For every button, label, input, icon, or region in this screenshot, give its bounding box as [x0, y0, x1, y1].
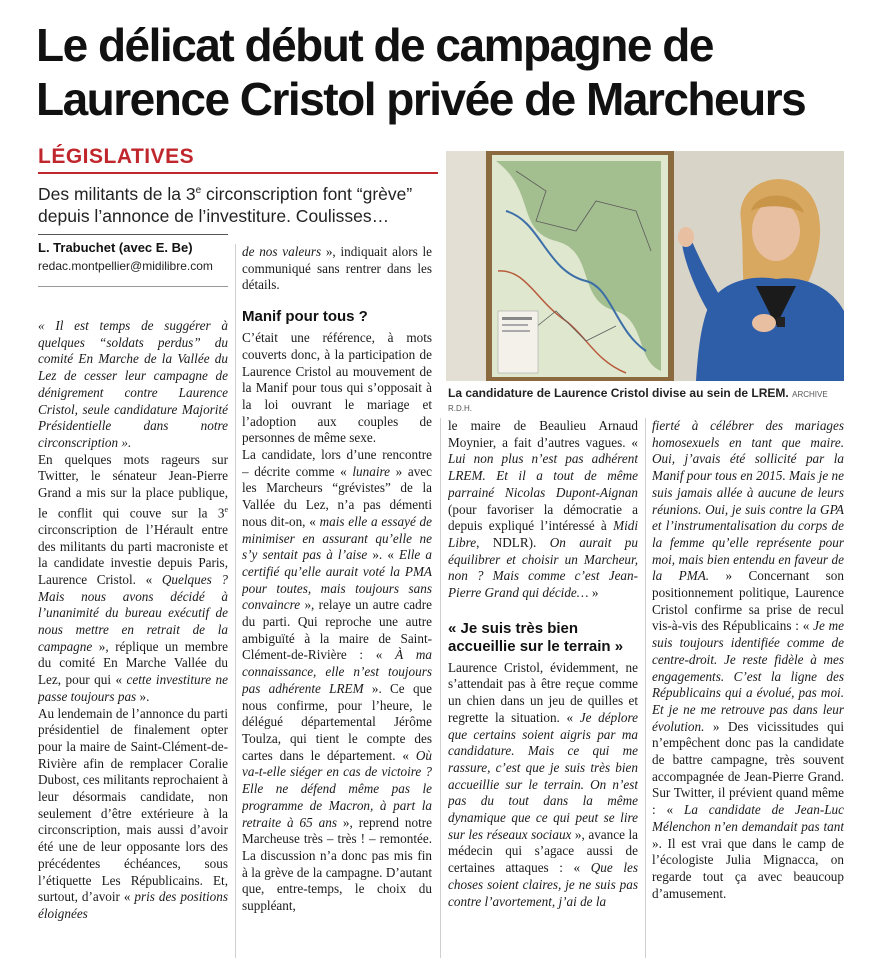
column-3-paragraph-1 [448, 418, 638, 602]
quote-text: Quelques ? Mais nous avons décidé à l’unanimité du bureau exécutif de nous mettre en retrait de la campagne [38, 571, 228, 654]
body-text: » avec les Marcheurs “grévistes” de la Vallée du Lez, n’a pas démenti nous dit-on, « [242, 463, 432, 529]
column-3-paragraph-2 [448, 660, 638, 911]
kicker-rule [38, 172, 438, 174]
photo-caption [448, 386, 848, 414]
body-text: ». Il est vrai que dans le camp de l’écologiste Julia Mignacca, on regarde tout ça avec beaucoup d’amusement. [652, 835, 844, 901]
quote-text: Où va-t-elle siéger en cas de victoire ? Elle ne défend même pas le programme de Macron, à part la retraite à 65 ans [242, 747, 432, 830]
body-text: La candidate, lors d’une rencontre – décrite comme « [242, 447, 432, 479]
column-1-paragraph-3 [38, 706, 228, 923]
column-1-paragraph-1 [38, 318, 228, 452]
quote-text: Elle a certifié qu’elle aurait voté la PMA pour toutes, mais toujours sans convaincre [242, 547, 432, 613]
article-standfirst [38, 180, 443, 227]
body-text: le maire de Beaulieu Arnaud Moynier, a fait d’autres vagues. « [448, 418, 638, 450]
body-text: », relaye un autre cadre du parti. Qui reproche une autre ambiguïté à la maire de Saint-Clément-de-Rivière : « [242, 597, 432, 663]
article-column-4 [652, 418, 844, 958]
body-text: C’était une référence, à mots couverts donc, à la participation de Laurence Cristol au mouvement de la Manif pour tous qui s’opposait à la loi ouvrant le mariage et l’adoption aux couples de personnes de même sexe. [242, 330, 432, 446]
body-text: » Concernant son positionnement politique, Laurence Cristol confirme sa prise de recul vis-à-vis des Républicains : « [652, 568, 844, 634]
body-text: circonscription de l’Hérault entre des militants du parti macroniste et la candidate investie depuis Paris, Laurence Cristol. « [38, 521, 228, 587]
quote-text: « Il est temps de suggérer à quelques “soldats perdus” du comité En Marche de la Vallée du Lez de cesser leur campagne de dénigrement contre Laurence Cristol, seule candidature Majorité Présidentielle dans notre circonscription ». [38, 318, 228, 450]
quote-text: Lui non plus n’est pas adhérent LREM. Et il a tout de même parrainé Nicolas Dupont-Aignan [448, 451, 638, 500]
body-text: », indiquait alors le communiqué sans rentrer dans les détails. [242, 244, 432, 293]
column-2-paragraph-1 [242, 244, 432, 294]
quote-text: de nos valeurs [242, 244, 322, 259]
body-text: , NDLR). [476, 534, 550, 550]
article-photo [446, 151, 844, 381]
body-text: En quelques mots rageurs sur Twitter, le sénateur Jean-Pierre Grand a mis sur la place publique, le conflit qui couve sur la 3 [38, 451, 228, 521]
quote-text: Je déplore que certains soient aigris par ma candidature. Mais ce qui me rassure, c’est que je suis très bien accueillie sur le terrain. On n’est pas du tout dans la même dynamique que ce qui peut se lire sur les réseaux sociaux [448, 709, 638, 842]
body-text: Laurence Cristol, évidemment, ne s’attendait pas à être reçue comme un chien dans un jeu de quilles et regrette la situation. « [448, 659, 638, 725]
quote-text: pris des positions éloignées [38, 889, 228, 921]
body-text: » Des vicissitudes qui n’empêchent donc pas la candidate de battre campagne, très souvent accompagnée de Jean-Pierre Grand. Sur Twitter, il prévient quand même : « [652, 718, 844, 818]
column-divider [235, 244, 236, 958]
author-rule [38, 286, 228, 287]
photo-credit: ARCHIVE R.D.H. [448, 390, 828, 413]
subheading-accueillie: « Je suis très bien accueillie sur le terrain » [448, 619, 624, 655]
quote-text: mais elle a essayé de minimiser en assurant qu’elle ne s’y sentait pas à l’aise [242, 513, 432, 563]
quote-text: La candidate de Jean-Luc Mélenchon n’en demandait pas tant [652, 802, 844, 834]
body-text: ». Ce que nous confirme, pour l’heure, le délégué départemental Jérôme Toulza, qui tient le compte des cartes dans le département. « [242, 680, 432, 763]
article-headline: Le délicat début de campagne de Laurence Cristol privée de Marcheurs [36, 19, 806, 125]
caption-text: La candidature de Laurence Cristol divise au sein de LREM. [448, 386, 789, 400]
byline-rule [38, 234, 228, 235]
article-column-1 [38, 318, 228, 958]
body-text: ». « [367, 547, 400, 563]
body-text: », réplique un membre du comité En Marche Vallée du Lez, pour qui « [38, 638, 228, 688]
article-column-2 [242, 244, 432, 958]
standfirst-text-b: circonscription font “grève” depuis l’annonce de l’investiture. Coulisses… [38, 183, 413, 226]
column-2-paragraph-2 [242, 330, 432, 447]
quote-text: Que les choses soient claires, je ne suis pas contre l’avortement, j’ai de la [448, 860, 638, 909]
quote-text: Je me suis toujours identifiée comme de centre-droit. Je reste fidèle à mes engagements. C’est la ligne des Républicains qui a évolué, pas moi. Et je ne me retrouve pas dans leur évolution. [652, 618, 844, 734]
body-text: », reprend notre Marcheuse très – très ! – remontée. La discussion n’a donc pas mis fin à la grève de la campagne. D’autant que, entre-temps, le choix du suppléant, [242, 814, 432, 914]
quote-text: Midi Libre [448, 518, 638, 550]
body-text: ». [136, 688, 150, 704]
quote-text: fierté à célébrer des mariages homosexuels en tant que maire. Oui, j’avais été sollicité par la Manif pour tous en 2015. Mais je ne suis jamais allée à aucune de leurs réunions. Oui, je suis contre la GPA et l’instrumentalisation du corps de la femme qu’elle représente pour moi, mais bien entendu en faveur de la PMA. [652, 418, 844, 584]
column-4-paragraph-1 [652, 418, 844, 902]
superscript: e [224, 504, 228, 514]
body-text: (pour favoriser la démocratie a depuis expliqué l’intéressé à [448, 501, 638, 534]
body-text: Au lendemain de l’annonce du parti présidentiel de finalement opter pour la maire de Saint-Clément-de-Rivière afin de remplacer Coralie Dubost, ces militants reprochaient à leur désormais candidate, non seulement d’être extérieure à la circonscription, mais aussi d’avoir été une de leur opposante lors des précédentes échéances, sous l’étiquette Les Républicains. Et, surtout, d’avoir « [38, 705, 228, 905]
column-2-paragraph-3 [242, 447, 432, 915]
quote-text: À ma connaissance, elle n’est toujours pas adhérente LREM [242, 647, 432, 696]
column-divider [645, 418, 646, 958]
quote-text: On aurait pu équilibrer et choisir un Marcheur, non ? Mais comme c’est Jean-Pierre Grand qui décide… [448, 534, 638, 601]
author-email[interactable]: redac.montpellier@midilibre.com [38, 259, 213, 273]
body-text: », avance la médecin qui s’agace aussi de certaines attaques : « [448, 826, 638, 876]
quote-text: lunaire [352, 463, 390, 479]
column-1-paragraph-2 [38, 452, 228, 706]
column-divider [440, 418, 441, 958]
section-kicker: LÉGISLATIVES [38, 145, 195, 168]
article-column-3 [448, 418, 638, 958]
subheading-manif-pour-tous: Manif pour tous ? [242, 308, 368, 326]
article-byline: L. Trabuchet (avec E. Be) [38, 240, 193, 255]
photo-illustration [446, 151, 844, 381]
standfirst-text-a: Des militants de la 3 [38, 183, 196, 204]
quote-text: cette investiture ne passe toujours pas [38, 672, 228, 704]
body-text: » [588, 585, 599, 601]
standfirst-sup: e [195, 185, 202, 196]
